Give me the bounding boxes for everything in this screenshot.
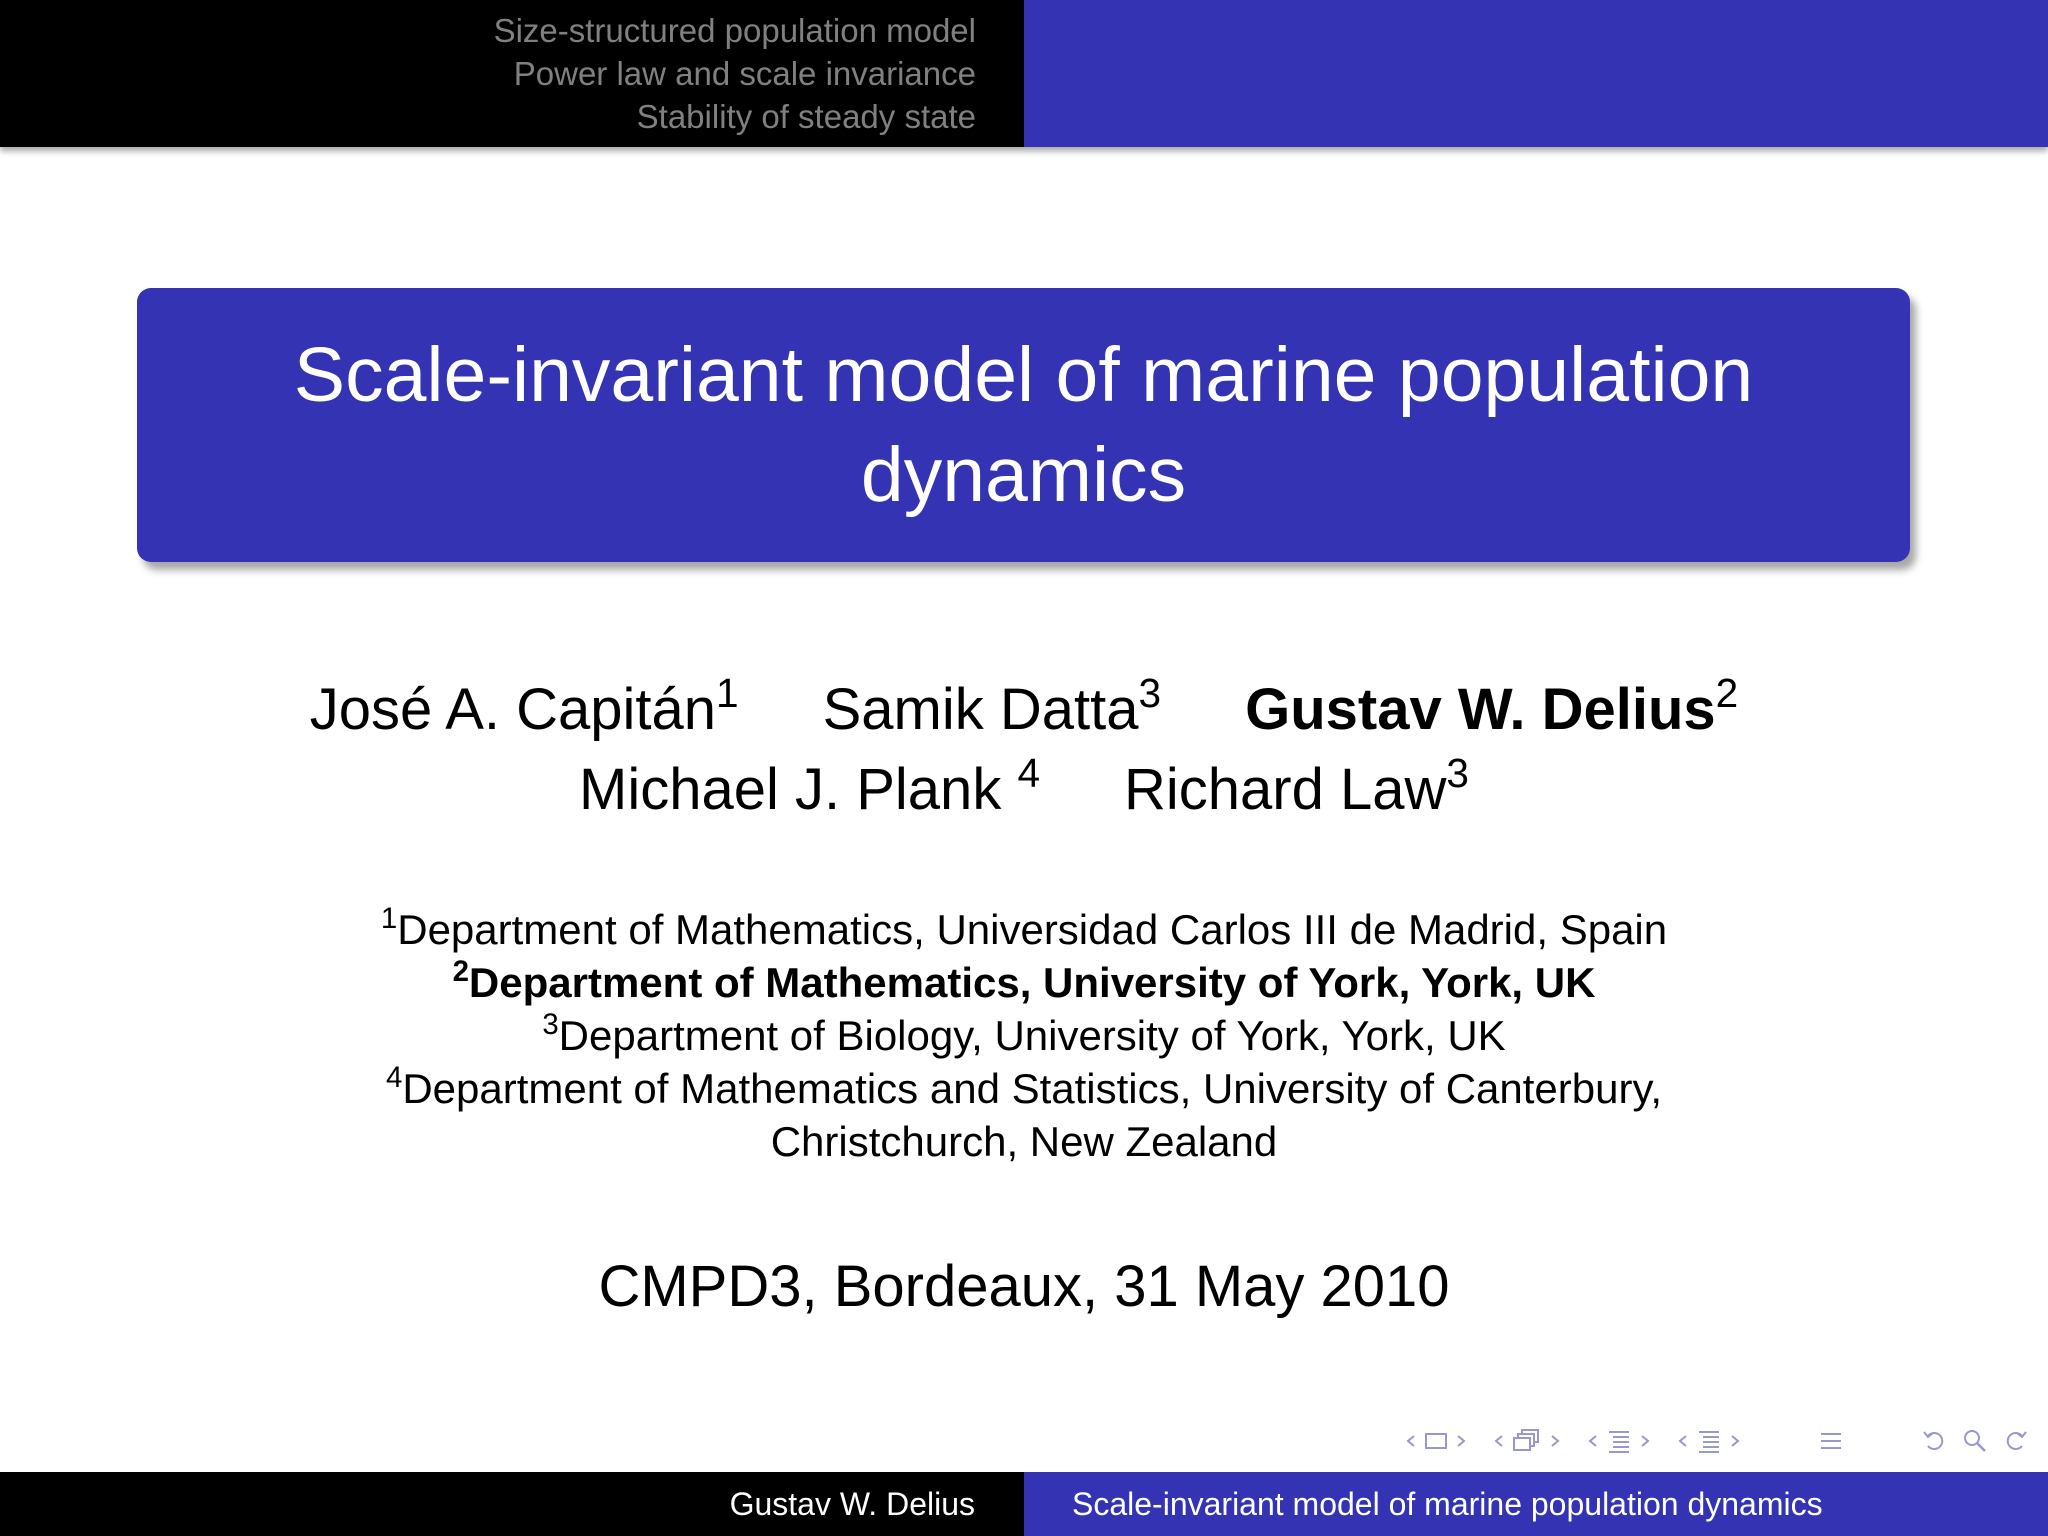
nav-section-prev-icon[interactable] xyxy=(1678,1434,1688,1448)
nav-document-group xyxy=(1814,1428,1848,1454)
nav-frame-next-icon[interactable] xyxy=(1550,1434,1560,1448)
nav-frame-prev-icon[interactable] xyxy=(1494,1434,1504,1448)
affiliation-york-biology xyxy=(0,1009,2048,1062)
footer-right-panel xyxy=(1024,1472,2048,1536)
author-name: José A. Capitán xyxy=(309,677,717,742)
affiliation-canterbury-continuation: Christchurch, New Zealand xyxy=(770,1118,1278,1165)
nav-subsection-group xyxy=(1584,1428,1654,1454)
affiliation-mark: 2 xyxy=(452,954,469,988)
nav-slide-group xyxy=(1402,1431,1470,1451)
author-list xyxy=(0,670,2048,830)
author-affiliation-mark: 3 xyxy=(1138,669,1162,716)
affiliation-canterbury xyxy=(0,1062,2048,1115)
section-link-stability[interactable]: Stability of steady state xyxy=(636,98,976,135)
nav-subsection-next-icon[interactable] xyxy=(1640,1434,1650,1448)
author-datta xyxy=(822,669,1162,742)
author-name: Richard Law xyxy=(1124,757,1447,822)
nav-section-group xyxy=(1674,1428,1744,1454)
author-affiliation-mark: 1 xyxy=(716,669,739,716)
author-delius-presenter xyxy=(1245,669,1739,742)
author-affiliation-mark: 2 xyxy=(1715,669,1739,716)
header-right-panel xyxy=(1024,0,2048,147)
footer-title: Scale-invariant model of marine population dynamics xyxy=(1072,1486,1823,1522)
affiliation-text: Department of Mathematics and Statistics, University of Canterbury, xyxy=(402,1065,1663,1112)
affiliation-mark: 4 xyxy=(385,1060,403,1094)
nav-subsection-icon[interactable] xyxy=(1606,1428,1632,1454)
nav-redo-icon[interactable] xyxy=(1996,1428,2028,1454)
navigation-bar xyxy=(1392,1424,2032,1458)
section-navigation xyxy=(494,9,976,138)
nav-search-icon[interactable] xyxy=(1962,1428,1988,1454)
author-row-1 xyxy=(0,670,2048,750)
author-affiliation-mark: 4 xyxy=(1017,749,1041,796)
nav-frame-icon[interactable] xyxy=(1512,1428,1542,1454)
nav-slide-icon[interactable] xyxy=(1424,1431,1448,1451)
footer-author: Gustav W. Delius xyxy=(729,1486,975,1522)
author-law xyxy=(1124,749,1469,822)
author-capitan xyxy=(309,669,739,742)
section-link-size-structured[interactable]: Size-structured population model xyxy=(493,12,976,49)
footer-bar xyxy=(0,1472,2048,1536)
author-name: Gustav W. Delius xyxy=(1245,677,1716,742)
nav-frame-group xyxy=(1490,1428,1564,1454)
affiliation-mark: 3 xyxy=(542,1007,559,1041)
nav-subsection-prev-icon[interactable] xyxy=(1588,1434,1598,1448)
event-info: CMPD3, Bordeaux, 31 May 2010 xyxy=(598,1254,1450,1319)
affiliation-text: Department of Mathematics, University of York, York, UK xyxy=(468,959,1596,1006)
header-left-panel xyxy=(0,0,1024,147)
presentation-title xyxy=(254,325,1794,525)
author-affiliation-mark: 3 xyxy=(1446,749,1469,796)
nav-document-icon[interactable] xyxy=(1818,1428,1844,1454)
title-line-1: Scale-invariant model of marine population xyxy=(293,332,1754,418)
footer-left-panel xyxy=(0,1472,1024,1536)
title-line-2: dynamics xyxy=(860,432,1187,518)
author-plank xyxy=(579,749,1041,822)
nav-slide-next-icon[interactable] xyxy=(1456,1434,1466,1448)
affiliation-list xyxy=(0,903,2048,1168)
nav-slide-prev-icon[interactable] xyxy=(1406,1434,1416,1448)
affiliation-madrid xyxy=(0,903,2048,956)
nav-undo-icon[interactable] xyxy=(1922,1428,1954,1454)
affiliation-york-maths xyxy=(0,956,2048,1009)
author-name: Michael J. Plank xyxy=(579,757,1018,822)
affiliation-text: Department of Biology, University of York, York, UK xyxy=(558,1012,1506,1059)
author-name: Samik Datta xyxy=(822,677,1139,742)
author-row-2 xyxy=(0,750,2048,830)
header-bar xyxy=(0,0,2048,147)
title-block xyxy=(137,288,1910,562)
nav-section-next-icon[interactable] xyxy=(1730,1434,1740,1448)
nav-section-icon[interactable] xyxy=(1696,1428,1722,1454)
section-link-power-law[interactable]: Power law and scale invariance xyxy=(513,55,976,92)
nav-tools-group xyxy=(1918,1428,2032,1454)
affiliation-mark: 1 xyxy=(380,901,398,935)
affiliation-text: Department of Mathematics, Universidad Carlos III de Madrid, Spain xyxy=(397,906,1668,953)
